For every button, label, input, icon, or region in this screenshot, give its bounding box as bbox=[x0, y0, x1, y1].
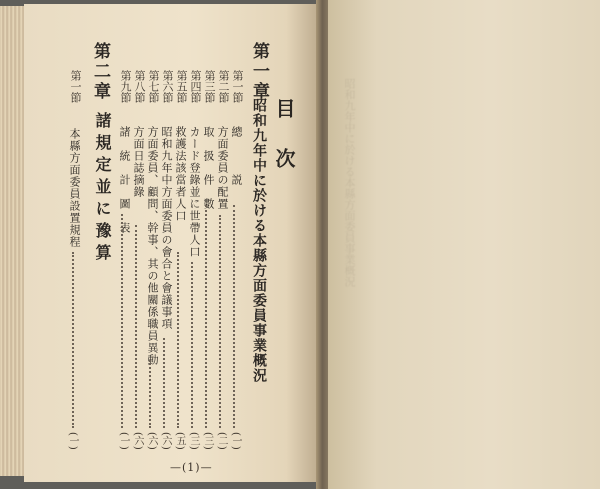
section-title: 方面日誌摘錄 bbox=[132, 126, 145, 198]
section-number: 第六節 bbox=[161, 70, 174, 103]
dot-leader bbox=[121, 214, 125, 428]
section-title: 方面委員の配置 bbox=[216, 126, 229, 210]
page-number: (一) bbox=[118, 432, 129, 450]
page-folio: —(1)— bbox=[170, 461, 213, 474]
dot-leader bbox=[135, 225, 139, 428]
section-title: 諸 統 計 圖 表 bbox=[118, 126, 131, 234]
section-title: 救護法該當者人口 bbox=[174, 126, 187, 222]
section-number: 第四節 bbox=[189, 70, 202, 103]
section-title: 方面委員、顧問、幹事、其の他關係職員異動 bbox=[146, 126, 159, 366]
chapter-1-title: 昭和九年中に於ける本縣方面委員事業概況 bbox=[251, 98, 267, 383]
right-page bbox=[328, 0, 600, 489]
section-title: 本縣方面委員設置規程 bbox=[68, 128, 81, 248]
dot-leader bbox=[72, 252, 76, 428]
dot-leader bbox=[205, 205, 209, 428]
section-number: 第三節 bbox=[203, 70, 216, 103]
section-title: 昭和九年中方面委員の會合と會議事項 bbox=[160, 126, 173, 330]
chapter-2-title: 諸規定並に豫算 bbox=[93, 112, 112, 266]
section-number: 第二節 bbox=[217, 70, 230, 103]
page-number: (一) bbox=[67, 432, 78, 450]
page-number: (一) bbox=[230, 432, 241, 450]
section-title: 總 説 bbox=[230, 126, 243, 186]
section-number: 第一節 bbox=[69, 70, 82, 103]
section-number: 第八節 bbox=[133, 70, 146, 103]
section-number: 第五節 bbox=[175, 70, 188, 103]
dot-leader bbox=[233, 205, 237, 428]
chapter-2-number: 第二章 bbox=[90, 42, 110, 102]
page-number: (二) bbox=[216, 432, 227, 450]
section-number: 第一節 bbox=[231, 70, 244, 103]
page-number: (三) bbox=[188, 432, 199, 450]
page-number: (三) bbox=[202, 432, 213, 450]
show-through-text: 昭和九年中に於ける本縣方面委員事業概況 bbox=[343, 78, 356, 287]
page-number: (六) bbox=[146, 432, 157, 450]
dot-leader bbox=[163, 338, 167, 428]
section-number: 第九節 bbox=[119, 70, 132, 103]
dot-leader bbox=[219, 215, 223, 428]
section-number: 第七節 bbox=[147, 70, 160, 103]
chapter-1-number: 第一章 bbox=[249, 42, 269, 102]
dot-leader bbox=[191, 262, 195, 428]
page-number: (五) bbox=[174, 432, 185, 450]
toc-heading: 目次 bbox=[272, 98, 296, 198]
page-number: (六) bbox=[132, 432, 143, 450]
dot-leader bbox=[149, 360, 153, 428]
section-title: 取 扱 件 數 bbox=[202, 126, 215, 210]
dot-leader bbox=[177, 252, 181, 428]
page-edges bbox=[0, 6, 27, 476]
section-title: カード登錄並に世帶人口 bbox=[188, 126, 201, 258]
page-number: (六) bbox=[160, 432, 171, 450]
